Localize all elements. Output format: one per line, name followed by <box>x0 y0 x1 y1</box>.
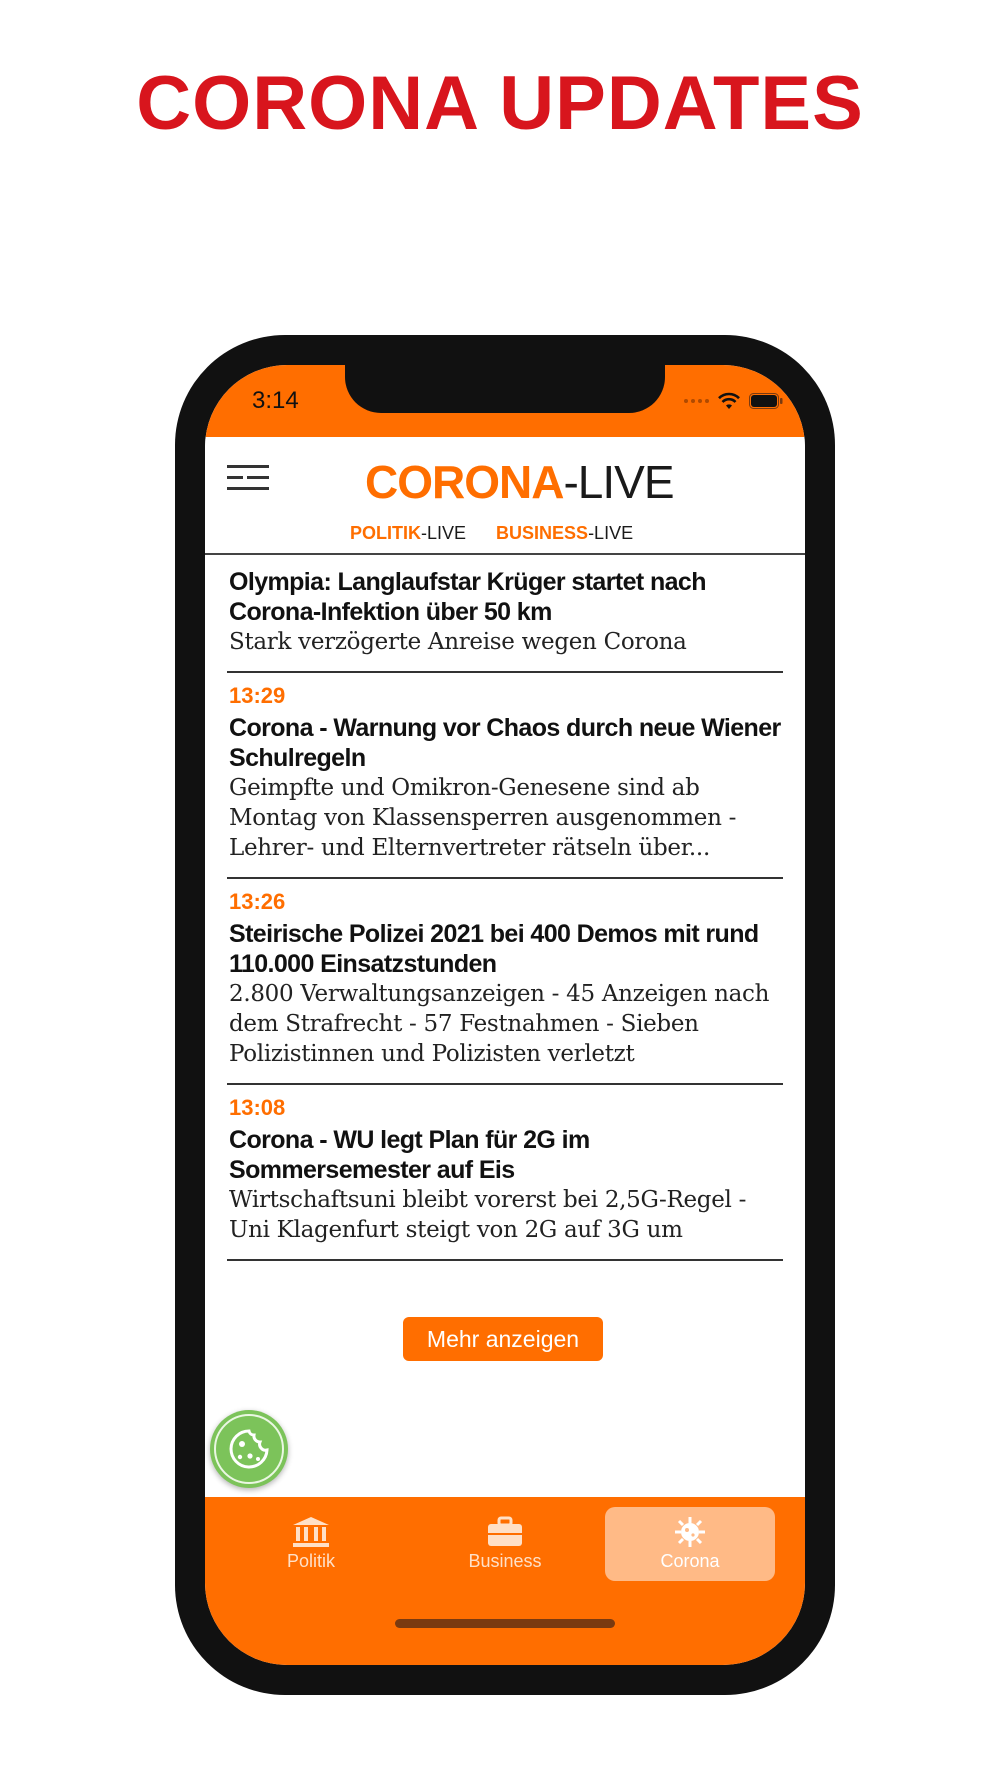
promo-title: CORONA UPDATES <box>136 61 864 146</box>
article-summary: Stark verzögerte Anreise wegen Corona <box>229 629 687 655</box>
tab-corona-label: Corona <box>660 1551 720 1571</box>
article-summary: Wirtschaftsuni bleibt vorerst bei 2,5G-Regel - Uni Klagenfurt steigt von 2G auf 3G um <box>229 1187 747 1243</box>
home-indicator[interactable] <box>395 1619 615 1628</box>
status-icons <box>684 391 783 411</box>
logo-rest: -LIVE <box>563 456 674 508</box>
article-item[interactable] <box>227 557 783 673</box>
cookie-icon <box>210 1410 288 1488</box>
article-time: 13:29 <box>229 683 286 708</box>
article-title: Corona - WU legt Plan für 2G im Sommersemester auf Eis <box>229 1126 590 1184</box>
article-item[interactable] <box>227 879 783 1085</box>
article-item[interactable] <box>227 1085 783 1261</box>
tab-politik-label: Politik <box>286 1551 335 1571</box>
status-time: 3:14 <box>252 387 299 414</box>
battery-icon <box>749 393 783 409</box>
status-bar <box>205 365 805 437</box>
cookie-settings-button[interactable] <box>210 1410 288 1488</box>
subnav-business-rest: -LIVE <box>588 523 634 543</box>
virus-icon <box>670 1515 710 1549</box>
article-title: Corona - Warnung vor Chaos durch neue Wiener Schulregeln <box>229 714 781 772</box>
more-button[interactable]: Mehr anzeigen <box>403 1317 603 1361</box>
notch <box>345 365 665 413</box>
tab-business-label: Business <box>468 1551 542 1571</box>
wifi-icon <box>717 392 741 410</box>
signal-icon <box>684 399 709 403</box>
tab-corona[interactable] <box>605 1507 775 1581</box>
briefcase-icon <box>485 1515 525 1549</box>
phone-screen <box>205 365 805 1665</box>
news-feed <box>227 557 783 1261</box>
article-summary: 2.800 Verwaltungsanzeigen - 45 Anzeigen nach dem Strafrecht - 57 Festnahmen - Sieben Polizistinnen und Polizisten verletzt <box>229 981 770 1067</box>
app-header <box>205 437 805 555</box>
subnav <box>350 523 633 544</box>
subnav-politik-live[interactable] <box>350 523 466 544</box>
logo-accent: CORONA <box>365 456 564 508</box>
article-time: 13:26 <box>229 889 286 914</box>
bank-icon <box>291 1515 331 1549</box>
article-title: Olympia: Langlaufstar Krüger startet nach Corona-Infektion über 50 km <box>229 568 706 626</box>
article-title: Steirische Polizei 2021 bei 400 Demos mit rund 110.000 Einsatzstunden <box>229 920 759 978</box>
subnav-business-live[interactable] <box>496 523 633 544</box>
app-logo[interactable] <box>365 455 674 509</box>
article-summary: Geimpfte und Omikron-Genesene sind ab Montag von Klassensperren ausgenommen - Lehrer- und Elternvertreter rätseln über... <box>229 775 737 861</box>
subnav-politik-rest: -LIVE <box>421 523 467 543</box>
menu-icon[interactable] <box>227 463 269 493</box>
tab-bar <box>205 1497 805 1665</box>
article-item[interactable] <box>227 673 783 879</box>
subnav-politik-accent: POLITIK <box>350 523 421 543</box>
tab-business[interactable] <box>425 1507 585 1581</box>
article-time: 13:08 <box>229 1095 286 1120</box>
subnav-business-accent: BUSINESS <box>496 523 589 543</box>
tab-politik[interactable] <box>231 1507 391 1581</box>
